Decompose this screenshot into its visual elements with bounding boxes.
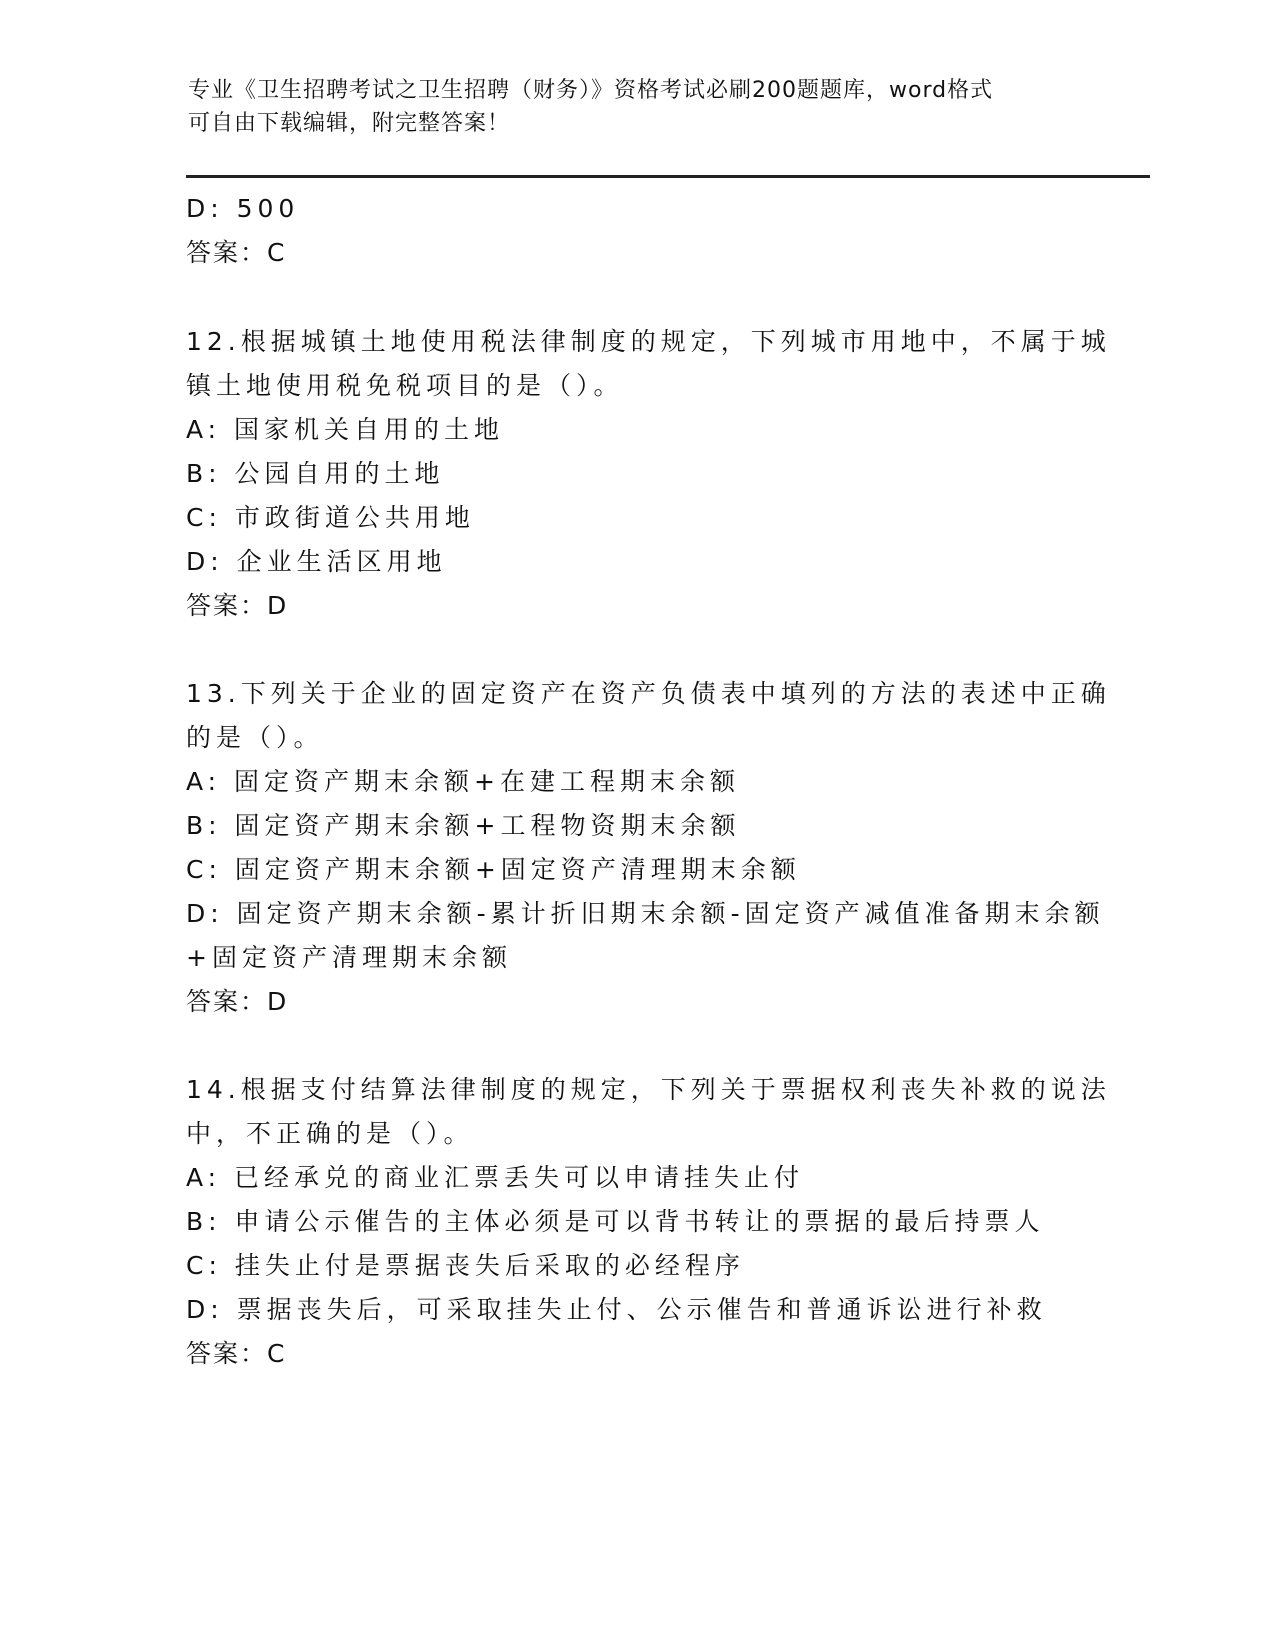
q12-option-d: D: 企业生活区用地 xyxy=(186,547,447,576)
q14-stem-line-2: 中，不正确的是（）。 xyxy=(186,1119,474,1148)
q12-answer: 答案：D xyxy=(186,591,289,620)
q14-stem-line-1: 14.根据支付结算法律制度的规定，下列关于票据权利丧失补救的说法 xyxy=(186,1075,1111,1104)
q14-option-d: D: 票据丧失后，可采取挂失止付、公示催告和普通诉讼进行补救 xyxy=(186,1295,1047,1324)
q14-answer: 答案：C xyxy=(186,1339,287,1368)
header-divider xyxy=(186,175,1150,178)
q13-option-a: A: 固定资产期末余额+在建工程期末余额 xyxy=(186,767,740,796)
header-line-2: 可自由下载编辑，附完整答案！ xyxy=(188,111,511,136)
q14-option-a: A: 已经承兑的商业汇票丢失可以申请挂失止付 xyxy=(186,1163,805,1192)
q13-stem-line-1: 13.下列关于企业的固定资产在资产负债表中填列的方法的表述中正确 xyxy=(186,679,1111,708)
q13-option-b: B: 固定资产期末余额+工程物资期末余额 xyxy=(186,811,741,840)
header-line-1: 专业《卫生招聘考试之卫生招聘（财务）》资格考试必刷200题题库，word格式 xyxy=(188,78,994,103)
prev-option-d: D: 500 xyxy=(186,194,300,223)
q14-option-b: B: 申请公示催告的主体必须是可以背书转让的票据的最后持票人 xyxy=(186,1207,1045,1236)
q12-option-b: B: 公园自用的土地 xyxy=(186,459,445,488)
q13-option-d-line-1: D: 固定资产期末余额-累计折旧期末余额-固定资产减值准备期末余额 xyxy=(186,899,1105,928)
q13-option-d-line-2: +固定资产清理期末余额 xyxy=(186,943,512,972)
q12-stem-line-1: 12.根据城镇土地使用税法律制度的规定，下列城市用地中，不属于城 xyxy=(186,327,1111,356)
prev-answer: 答案：C xyxy=(186,238,287,267)
q12-stem-line-2: 镇土地使用税免税项目的是（）。 xyxy=(186,371,624,400)
q13-answer: 答案：D xyxy=(186,987,289,1016)
q13-option-c: C: 固定资产期末余额+固定资产清理期末余额 xyxy=(186,855,801,884)
q12-option-c: C: 市政街道公共用地 xyxy=(186,503,475,532)
q14-option-c: C: 挂失止付是票据丧失后采取的必经程序 xyxy=(186,1251,745,1280)
page-header xyxy=(188,74,1088,140)
q13-stem-line-2: 的是（）。 xyxy=(186,723,324,752)
q12-option-a: A: 国家机关自用的土地 xyxy=(186,415,505,444)
